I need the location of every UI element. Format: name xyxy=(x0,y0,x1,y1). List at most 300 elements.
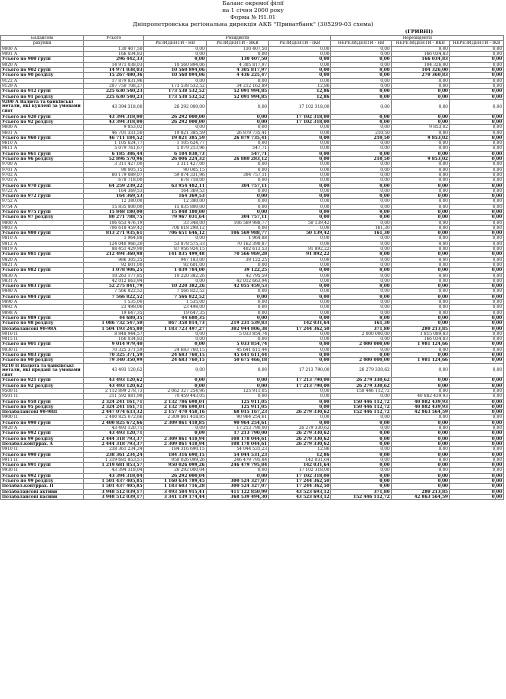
amount-cell: 161,30 xyxy=(331,231,391,236)
amount-cell: 0,00 xyxy=(391,431,449,436)
amount-cell: 0,00 xyxy=(206,468,268,473)
amount-cell: 14 971 038,03 xyxy=(84,68,144,73)
amount-cell: 0,00 xyxy=(391,46,449,51)
amount-cell: 0,00 xyxy=(449,305,503,310)
amount-cell: 0,00 xyxy=(269,125,331,130)
amount-cell: 2 444 318 793,37 xyxy=(84,441,144,446)
amount-cell: 9 853,02 xyxy=(84,125,144,130)
amount-cell: 0,00 xyxy=(449,441,503,446)
amount-cell: 43 394 318,04 xyxy=(84,468,144,473)
amount-cell: 4 436 225,47 xyxy=(206,73,268,78)
account-label-cell: 9803 А xyxy=(1,225,84,230)
account-label-cell: 9015 П xyxy=(1,337,84,342)
amount-cell: 0,00 xyxy=(144,46,206,51)
amount-cell: 79 967 031,64 xyxy=(144,215,206,220)
amount-cell: 0,00 xyxy=(449,289,503,294)
amount-cell: 3 948 512 039,17 xyxy=(84,494,144,499)
amount-cell: 0,00 xyxy=(269,78,331,83)
amount-cell: 0,00 xyxy=(331,441,391,446)
amount-cell: 0,00 xyxy=(331,294,391,299)
amount-cell: 0,00 xyxy=(269,300,331,305)
amount-cell: 402 613,53 xyxy=(206,247,268,252)
amount-cell: 2 112 899 278,73 xyxy=(84,388,144,393)
amount-cell: 17 879 831,96 xyxy=(84,78,144,83)
amount-cell: 12 380,00 xyxy=(84,199,144,204)
amount-cell: 0,00 xyxy=(206,204,268,209)
amount-cell: 0,00 xyxy=(269,157,331,162)
amount-cell: 19 647,35 xyxy=(144,310,206,315)
amount-cell: 19 647,35 xyxy=(84,310,144,315)
amount-cell: 0,00 xyxy=(269,194,331,199)
amount-cell: 108 178 044,61 xyxy=(206,436,268,441)
amount-cell: 296 442,33 xyxy=(84,57,144,62)
amount-cell: 0,00 xyxy=(391,183,449,188)
report-form: Форма № Н1.01 xyxy=(230,15,276,21)
amount-cell: 0,00 xyxy=(449,146,503,151)
amount-cell: 0,00 xyxy=(269,178,331,183)
amount-cell: 19 821 385,59 xyxy=(144,135,206,140)
amount-cell: 0,00 xyxy=(269,183,331,188)
amount-cell: 43 493 120,62 xyxy=(84,383,144,388)
amount-cell: 0,00 xyxy=(331,415,391,420)
amount-cell: 0,00 xyxy=(331,215,391,220)
amount-cell: 79 340 350,99 xyxy=(84,358,144,363)
amount-cell: 15 848 180,00 xyxy=(144,209,206,214)
amount-cell: 4 305 817,97 xyxy=(206,68,268,73)
amount-cell: 0,00 xyxy=(206,78,268,83)
amount-cell: 161,30 xyxy=(331,321,391,326)
amount-cell: 0,00 xyxy=(391,247,449,252)
amount-cell: 0,00 xyxy=(206,194,268,199)
amount-cell: 0,00 xyxy=(391,141,449,146)
amount-cell: 0,00 xyxy=(449,404,503,409)
account-label-cell: Усього по 900 групі xyxy=(1,57,84,62)
amount-cell: 0,00 xyxy=(449,252,503,257)
amount-cell: 90 964 254,61 xyxy=(206,415,268,420)
account-label-cell: Усього по 920 групі xyxy=(1,114,84,119)
amount-cell: 0,00 xyxy=(391,178,449,183)
account-label-cell: 9892 А xyxy=(1,305,84,310)
amount-cell: 0,00 xyxy=(391,241,449,246)
amount-cell: 0,00 xyxy=(269,310,331,315)
amount-cell: 33 348,00 xyxy=(144,220,206,225)
amount-cell: 40 882 439,93 xyxy=(391,399,449,404)
amount-cell: 90 964 254,61 xyxy=(206,420,268,425)
account-label-cell: 9030 П xyxy=(1,347,84,352)
amount-cell: 0,00 xyxy=(206,141,268,146)
amount-cell: 0,00 xyxy=(449,489,503,494)
amount-cell: 150 446 112,72 xyxy=(331,399,391,404)
amount-cell: 0,00 xyxy=(449,236,503,241)
amount-cell: 17 102 318,00 xyxy=(269,468,331,473)
amount-cell: 0,00 xyxy=(331,315,391,320)
amount-cell: 5 033 854,74 xyxy=(206,342,268,347)
amount-cell: 0,09 xyxy=(144,426,206,431)
amount-cell: 0,00 xyxy=(391,199,449,204)
account-label-cell: 9752 А xyxy=(1,199,84,204)
amount-cell: 17 244 362,50 xyxy=(269,326,331,331)
amount-cell: 26 279 330,62 xyxy=(331,363,391,378)
amount-cell: 0,00 xyxy=(391,268,449,273)
amount-cell: 212 494 360,98 xyxy=(84,252,144,257)
amount-cell: 0,00 xyxy=(449,188,503,193)
account-label-cell: 9930 П xyxy=(1,468,84,473)
account-label-cell: 9500 П xyxy=(1,388,84,393)
amount-cell: 0,00 xyxy=(449,241,503,246)
amount-cell: 0,00 xyxy=(206,119,268,124)
amount-cell: 50 139,42 xyxy=(269,220,331,225)
col-header-total: Усього xyxy=(84,36,144,41)
amount-cell: 0,00 xyxy=(206,289,268,294)
amount-cell: 0,00 xyxy=(331,479,391,484)
amount-cell: 0,00 xyxy=(449,284,503,289)
amount-cell: 10 220 382,26 xyxy=(144,284,206,289)
amount-cell: 0,00 xyxy=(144,383,206,388)
amount-cell: 3 948 512 039,17 xyxy=(84,489,144,494)
col-header-res-ikv: РЕЗИДЕНТИ - ІКВ xyxy=(269,41,331,47)
amount-cell: 0,00 xyxy=(449,358,503,363)
amount-cell: 0,00 xyxy=(269,353,331,358)
account-label-cell: Усього по 96 розділу xyxy=(1,157,84,162)
account-label-cell: 9910 П xyxy=(1,447,84,452)
amount-cell: 1 964,88 xyxy=(206,236,268,241)
amount-cell: 0,00 xyxy=(269,146,331,151)
account-label-cell: 9702 А xyxy=(1,172,84,177)
amount-cell: 0,00 xyxy=(449,468,503,473)
amount-cell: 0,00 xyxy=(391,284,449,289)
amount-cell: 3 493 584 915,41 xyxy=(144,489,206,494)
amount-cell: 0,00 xyxy=(391,315,449,320)
amount-cell: 0,00 xyxy=(331,62,391,67)
amount-cell: 0,00 xyxy=(449,257,503,262)
amount-cell: 0,00 xyxy=(206,363,268,378)
amount-cell: 9 853,02 xyxy=(391,135,449,140)
amount-cell: 0,00 xyxy=(269,394,331,399)
amount-cell: 207 750 708,27 xyxy=(84,83,144,88)
account-label-cell: Усього по 982 групі xyxy=(1,268,84,273)
amount-cell: 246 479 795,84 xyxy=(206,457,268,462)
amount-cell: 0,00 xyxy=(331,151,391,156)
account-label-cell: Усього по 975 групі xyxy=(1,209,84,214)
amount-cell: 0,00 xyxy=(331,463,391,468)
amount-cell: 0,00 xyxy=(391,78,449,83)
amount-cell: 104 326,00 xyxy=(391,62,449,67)
account-label-cell: Позабал.контррах. П xyxy=(1,484,84,489)
amount-cell: 0,00 xyxy=(269,278,331,283)
amount-cell: 678 718,00 xyxy=(84,178,144,183)
amount-cell: 26 292 000,00 xyxy=(144,99,206,114)
account-label-cell: 9701 А xyxy=(1,167,84,172)
amount-cell: 0,00 xyxy=(206,99,268,114)
amount-cell: 0,00 xyxy=(331,257,391,262)
amount-cell: 0,00 xyxy=(449,151,503,156)
amount-cell: 986 305,25 xyxy=(84,257,144,262)
amount-cell: 1 039 784,00 xyxy=(144,268,206,273)
amount-cell: 0,00 xyxy=(331,68,391,73)
amount-cell: 210,50 xyxy=(331,130,391,135)
amount-cell: 0,00 xyxy=(449,457,503,462)
account-label-cell: Усього по 92 розділу xyxy=(1,383,84,388)
account-label-cell: Усього по 903 групі xyxy=(1,353,84,358)
amount-cell: 238 361 234,24 xyxy=(84,447,144,452)
amount-cell: 0,00 xyxy=(391,463,449,468)
amount-cell: 12,86 xyxy=(269,83,331,88)
amount-cell: 0,00 xyxy=(449,410,503,415)
amount-cell: 302 944 806,38 xyxy=(206,326,268,331)
amount-cell: 23 498,00 xyxy=(84,305,144,310)
amount-cell: 0,00 xyxy=(331,305,391,310)
amount-cell: 0,00 xyxy=(331,262,391,267)
amount-cell: 3 311 427,00 xyxy=(144,162,206,167)
amount-cell: 0,00 xyxy=(449,415,503,420)
amount-cell: 152 446 112,72 xyxy=(331,494,391,499)
account-label-cell: Усього по 990 групі xyxy=(1,420,84,425)
amount-cell: 70 325 371,59 xyxy=(84,353,144,358)
amount-cell: 238 361 234,24 xyxy=(84,452,144,457)
amount-cell: 0,00 xyxy=(391,252,449,257)
amount-cell: 0,00 xyxy=(449,294,503,299)
amount-cell: 142 031,64 xyxy=(269,321,331,326)
account-label-cell: Усього по 921 групі xyxy=(1,378,84,383)
amount-cell: 2 400 825 672,66 xyxy=(84,415,144,420)
amount-cell: 39 122,25 xyxy=(206,268,268,273)
amount-cell: 26 292 000,00 xyxy=(144,114,206,119)
amount-cell: 0,00 xyxy=(331,310,391,315)
amount-cell: 0,00 xyxy=(449,420,503,425)
amount-cell: 0,00 xyxy=(391,172,449,177)
amount-cell: 0,00 xyxy=(206,178,268,183)
section-row xyxy=(1,99,504,114)
amount-cell: 0,00 xyxy=(331,337,391,342)
amount-cell: 0,00 xyxy=(269,46,331,51)
amount-cell: 17 244 362,50 xyxy=(269,479,331,484)
amount-cell: 0,00 xyxy=(449,157,503,162)
amount-cell: 24 683 760,15 xyxy=(144,358,206,363)
amount-cell: 7 566 822,52 xyxy=(84,289,144,294)
amount-cell: 17 102 318,00 xyxy=(269,473,331,478)
amount-cell: 43 523 693,12 xyxy=(269,494,331,499)
amount-cell: 7 566 822,52 xyxy=(144,289,206,294)
amount-cell: 50 139,42 xyxy=(269,231,331,236)
amount-cell: 0,00 xyxy=(206,209,268,214)
amount-cell: 0,00 xyxy=(391,114,449,119)
amount-cell: 12,86 xyxy=(269,452,331,457)
amount-cell: 0,00 xyxy=(206,394,268,399)
account-label-cell: 9501 П xyxy=(1,394,84,399)
amount-cell: 2 309 861 418,94 xyxy=(144,436,206,441)
amount-cell: 0,00 xyxy=(269,262,331,267)
amount-cell: 0,00 xyxy=(449,363,503,378)
amount-cell: 304 757,11 xyxy=(206,172,268,177)
amount-cell: 0,00 xyxy=(269,257,331,262)
amount-cell: 1 964,88 xyxy=(84,236,144,241)
amount-cell: 46 711 184,52 xyxy=(84,135,144,140)
amount-cell: 706 651 646,12 xyxy=(144,231,206,236)
amount-cell: 0,00 xyxy=(269,151,331,156)
account-label-cell: Усього по 90 розділу xyxy=(1,73,84,78)
amount-cell: 0,00 xyxy=(331,94,391,99)
account-label-cell: Усього по 92 розділу xyxy=(1,119,84,124)
amount-cell: 0,00 xyxy=(331,172,391,177)
amount-cell: 2 157 470 458,16 xyxy=(144,410,206,415)
amount-cell: 0,00 xyxy=(449,399,503,404)
account-label-cell: Усього по 912 групі xyxy=(1,89,84,94)
amount-cell: 0,00 xyxy=(269,289,331,294)
amount-cell: 0,00 xyxy=(269,172,331,177)
amount-cell: 70 162 390,87 xyxy=(206,241,268,246)
amount-cell: 1 815 089,83 xyxy=(391,331,449,336)
amount-cell: 0,00 xyxy=(449,194,503,199)
amount-cell: 0,00 xyxy=(331,199,391,204)
account-label-cell: 9810 А xyxy=(1,236,84,241)
amount-cell: 0,00 xyxy=(449,479,503,484)
amount-cell: 0,00 xyxy=(391,426,449,431)
amount-cell: 54 044 531,23 xyxy=(206,447,268,452)
report-title: Баланс окремої філії xyxy=(222,1,284,7)
amount-cell: 0,00 xyxy=(391,321,449,326)
amount-cell: 0,00 xyxy=(331,146,391,151)
col-header-res-nv: РЕЗИДЕНТИ - НВ xyxy=(144,41,206,47)
amount-cell: 0,00 xyxy=(206,225,268,230)
amount-cell: 39 122,25 xyxy=(206,257,268,262)
amount-cell: 0,00 xyxy=(331,73,391,78)
amount-cell: 0,00 xyxy=(449,89,503,94)
amount-cell: 166 034,83 xyxy=(391,52,449,57)
amount-cell: 225 630 540,23 xyxy=(84,94,144,99)
amount-cell: 91 892,22 xyxy=(269,247,331,252)
amount-cell: 0,00 xyxy=(206,199,268,204)
amount-cell: 547,71 xyxy=(206,151,268,156)
report-organization: Дніпропетровська регіональна дирекція АКБ "Приватбанк" (305299-03 схема) xyxy=(132,22,374,28)
amount-cell: 2 447 074 633,32 xyxy=(84,410,144,415)
amount-cell: 0,00 xyxy=(331,300,391,305)
amount-cell: 280 213,85 xyxy=(391,489,449,494)
amount-cell: 59 874 331,96 xyxy=(144,172,206,177)
amount-cell: 0,00 xyxy=(331,114,391,119)
amount-cell: 211 592 881,98 xyxy=(84,394,144,399)
amount-cell: 2 132 786 698,01 xyxy=(144,404,206,409)
amount-cell: 0,00 xyxy=(391,353,449,358)
amount-cell: 90 005,15 xyxy=(144,167,206,172)
amount-cell: 0,00 xyxy=(206,125,268,130)
amount-cell: 0,00 xyxy=(206,300,268,305)
amount-cell: 0,00 xyxy=(206,188,268,193)
amount-cell: 130 407,50 xyxy=(206,46,268,51)
amount-cell: 280 213,85 xyxy=(391,326,449,331)
amount-cell: 0,00 xyxy=(391,231,449,236)
amount-cell: 26 279 330,62 xyxy=(269,426,331,431)
amount-cell: 0,00 xyxy=(269,68,331,73)
amount-cell: 52 275 841,79 xyxy=(84,284,144,289)
amount-cell: 125 911,05 xyxy=(206,388,268,393)
account-label-cell: Усього по 984 групі xyxy=(1,294,84,299)
amount-cell: 52 091 994,85 xyxy=(206,94,268,99)
amount-cell: 0,00 xyxy=(144,125,206,130)
account-label-cell: Усього по 991 групі xyxy=(1,463,84,468)
amount-cell: 150 446 112,72 xyxy=(331,388,391,393)
amount-cell: 17 213 790,00 xyxy=(206,431,268,436)
account-label-cell: 9920 А xyxy=(1,426,84,431)
amount-cell: 91 892,22 xyxy=(269,252,331,257)
amount-cell: 867 358 814,73 xyxy=(144,321,206,326)
amount-cell: 46 701 331,50 xyxy=(84,130,144,135)
amount-cell: 0,00 xyxy=(449,394,503,399)
amount-cell: 0,00 xyxy=(269,130,331,135)
amount-cell: 0,00 xyxy=(449,353,503,358)
amount-cell: 0,00 xyxy=(449,119,503,124)
amount-cell: 0,00 xyxy=(269,57,331,62)
amount-cell: 0,00 xyxy=(269,399,331,404)
amount-cell: 164 369,53 xyxy=(84,194,144,199)
amount-cell: 0,00 xyxy=(269,420,331,425)
amount-cell: 0,00 xyxy=(449,62,503,67)
amount-cell: 0,00 xyxy=(206,378,268,383)
amount-cell: 0,00 xyxy=(391,89,449,94)
amount-cell: 1 183 603 716,28 xyxy=(144,484,206,489)
amount-cell: 0,00 xyxy=(449,273,503,278)
amount-cell: 0,00 xyxy=(331,141,391,146)
amount-cell: 0,00 xyxy=(331,194,391,199)
amount-cell: 2 000 000,00 xyxy=(331,342,391,347)
amount-cell: 10 560 894,06 xyxy=(144,62,206,67)
amount-cell: 0,00 xyxy=(449,78,503,83)
amount-cell: 0,00 xyxy=(331,209,391,214)
amount-cell: 0,00 xyxy=(449,383,503,388)
amount-cell: 43 523 693,12 xyxy=(269,489,331,494)
amount-cell: 210,50 xyxy=(331,157,391,162)
amount-cell: 26 880 283,12 xyxy=(206,157,268,162)
amount-cell: 0,00 xyxy=(449,130,503,135)
amount-cell: 0,00 xyxy=(144,331,206,336)
account-label-cell: 9820 А xyxy=(1,257,84,262)
account-label-cell: Усього по 99 розділу xyxy=(1,479,84,484)
amount-cell: 0,00 xyxy=(391,363,449,378)
amount-cell: 0,00 xyxy=(449,431,503,436)
amount-cell: 6 184 838,73 xyxy=(144,151,206,156)
amount-cell: 184 316 690,15 xyxy=(144,447,206,452)
amount-cell: 17 213 790,00 xyxy=(269,383,331,388)
amount-cell: 1 105 624,77 xyxy=(144,141,206,146)
amount-cell: 0,00 xyxy=(144,57,206,62)
amount-cell: 0,00 xyxy=(331,289,391,294)
amount-cell: 0,00 xyxy=(144,363,206,378)
amount-cell: 219 231 539,83 xyxy=(206,321,268,326)
amount-cell: 26 292 000,04 xyxy=(144,468,206,473)
amount-cell: 70 459 443,05 xyxy=(144,394,206,399)
account-label-cell: 9911 П xyxy=(1,457,84,462)
amount-cell: 43 394 318,04 xyxy=(84,473,144,478)
amount-cell: 26 279 330,62 xyxy=(269,410,331,415)
amount-cell: 88 451 429,90 xyxy=(84,247,144,252)
amount-cell: 0,00 xyxy=(331,52,391,57)
amount-cell: 15 848 180,00 xyxy=(84,209,144,214)
amount-cell: 0,00 xyxy=(269,273,331,278)
amount-cell: 26 279 330,62 xyxy=(269,441,331,446)
account-label-cell: 9722 А xyxy=(1,188,84,193)
amount-cell: 0,00 xyxy=(269,315,331,320)
amount-cell: 142 031,64 xyxy=(269,457,331,462)
amount-cell: 42 795,59 xyxy=(206,273,268,278)
amount-cell: 0,00 xyxy=(269,209,331,214)
amount-cell: 70 325 371,59 xyxy=(84,347,144,352)
amount-cell: 7 566 822,52 xyxy=(144,294,206,299)
amount-cell: 26 279 330,62 xyxy=(269,431,331,436)
amount-cell: 26 879 735,41 xyxy=(206,130,268,135)
amount-cell: 0,00 xyxy=(449,83,503,88)
amount-cell: 0,00 xyxy=(144,337,206,342)
amount-cell: 0,00 xyxy=(269,73,331,78)
account-label-cell: 9800 А xyxy=(1,220,84,225)
